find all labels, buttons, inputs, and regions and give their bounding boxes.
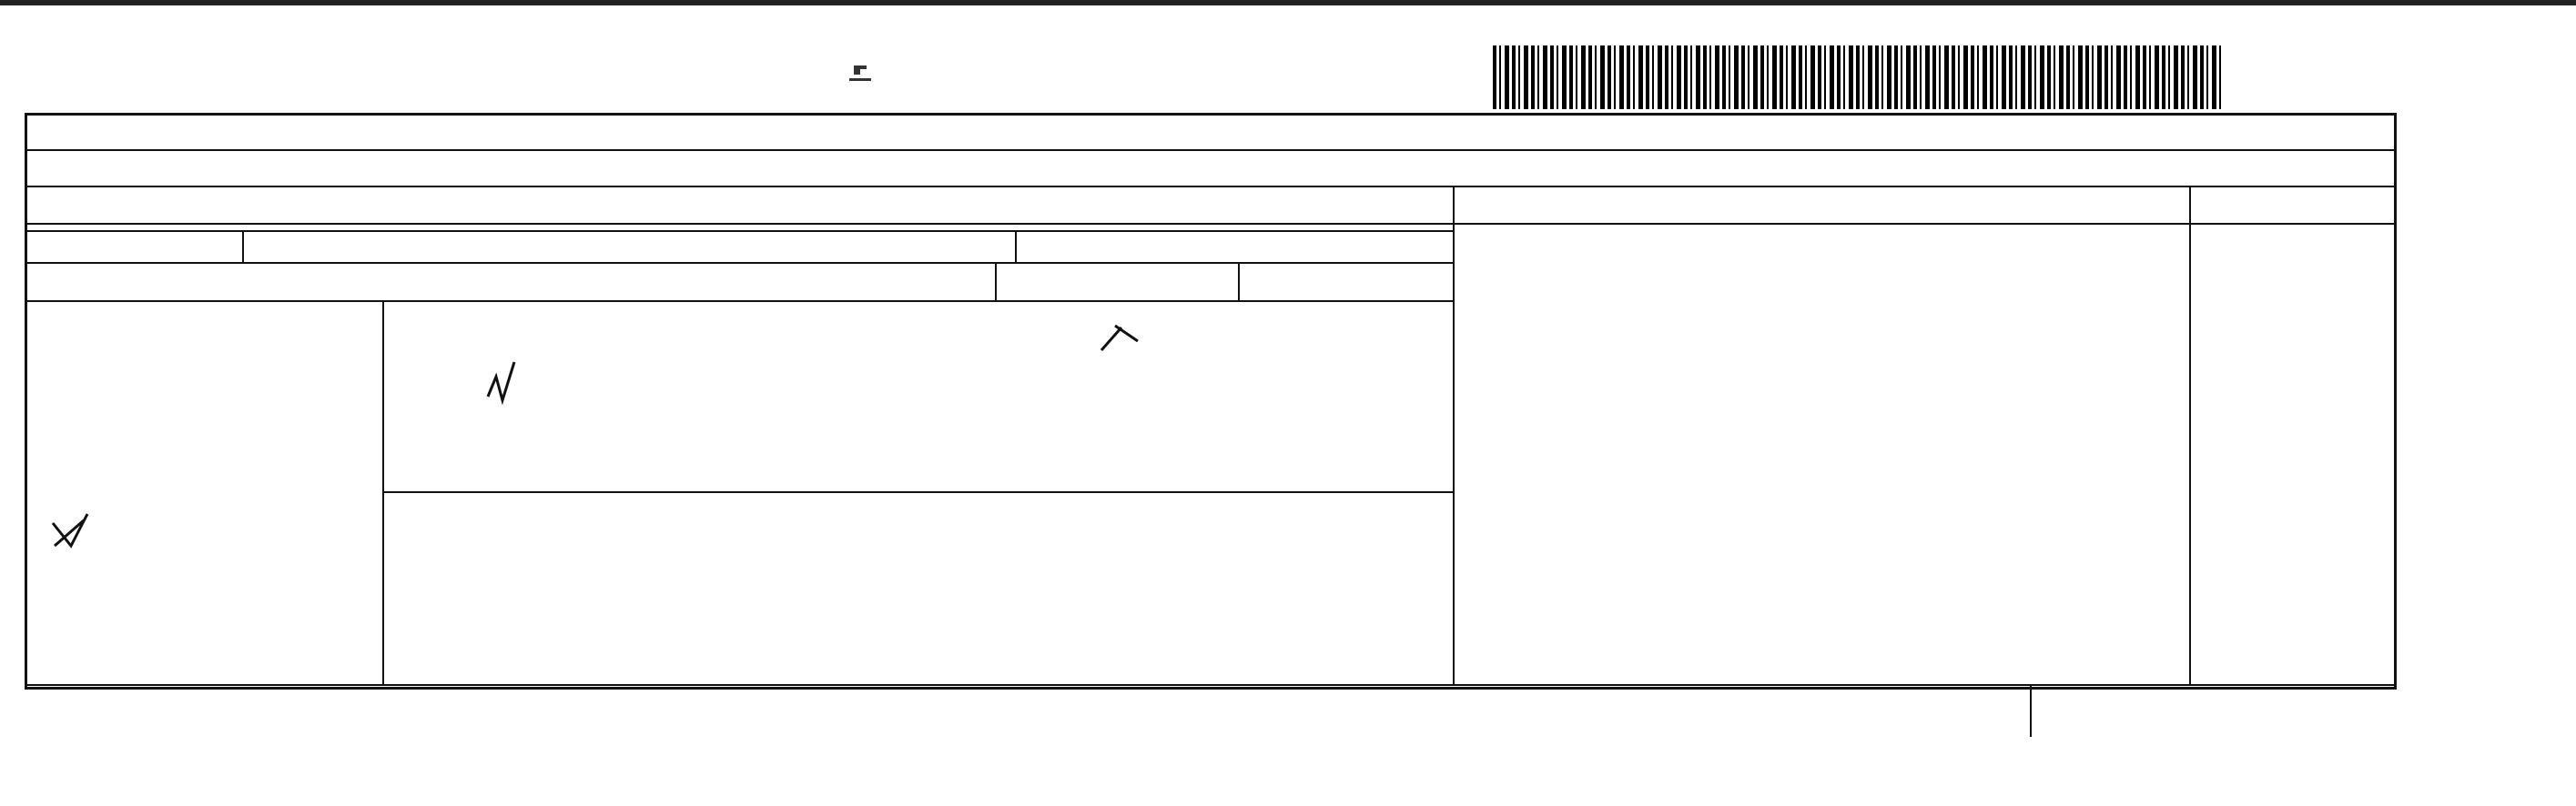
pen-check-abr (488, 362, 514, 400)
pen-check-no-reside (53, 514, 87, 546)
guia-box (2030, 686, 2396, 737)
pen-mark-day-7 (1101, 326, 1138, 350)
